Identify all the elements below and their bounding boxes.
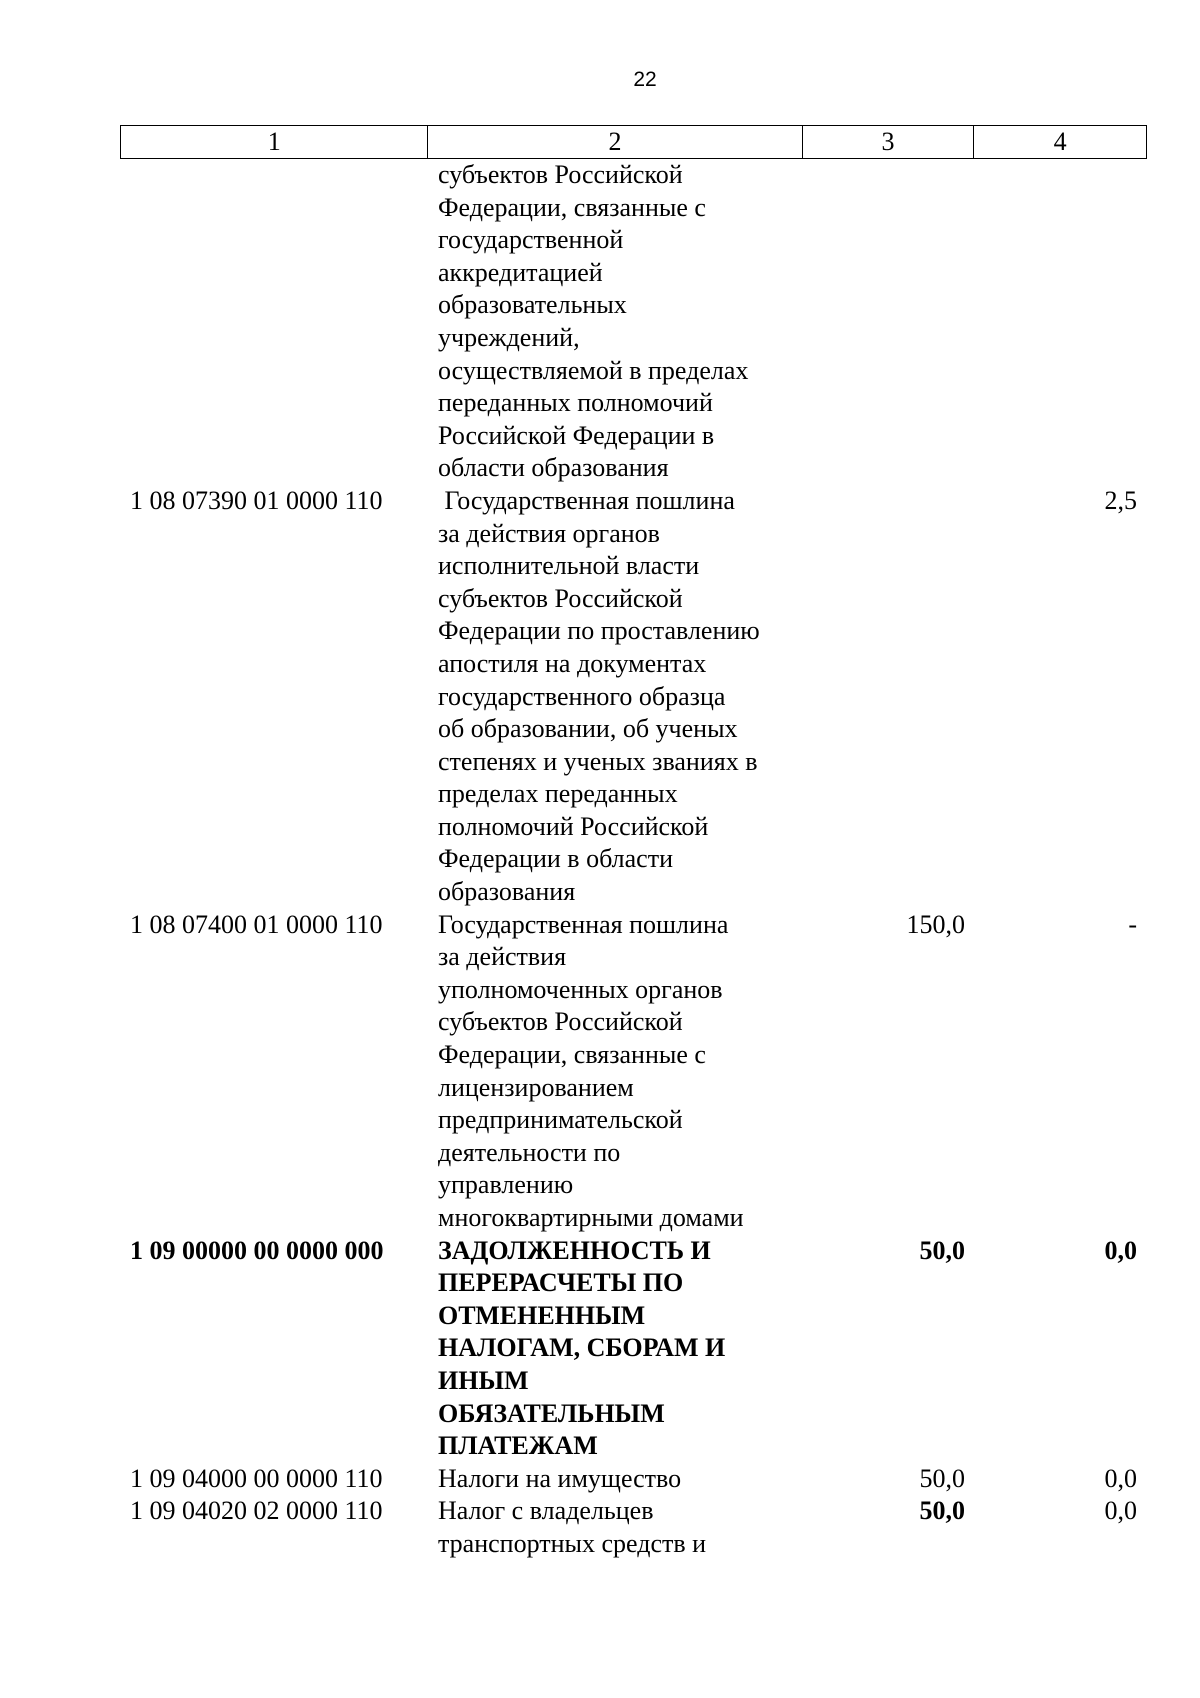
row-code: 1 09 04000 00 0000 110 [130, 1463, 383, 1493]
row-code: 1 09 00000 00 0000 000 [130, 1235, 384, 1265]
table-row [120, 159, 1147, 485]
row-col4-value: 0,0 [1104, 1463, 1137, 1493]
row-code: 1 08 07400 01 0000 110 [130, 909, 383, 939]
table-row [120, 1463, 1147, 1496]
row-col3-value: 150,0 [906, 909, 965, 939]
row-col3-value: 50,0 [919, 1496, 965, 1526]
row-code: 1 09 04020 02 0000 110 [130, 1496, 383, 1526]
table-header-row [120, 125, 1147, 159]
table-row-section-heading [120, 1235, 1147, 1463]
table-row [120, 485, 1147, 909]
header-col-2: 2 [428, 126, 802, 158]
row-name: Государственная пошлина за действия органов исполнительной власти субъектов Российской Федерации по проставлению апостиля на документах государственного образца об образовании, об ученых степенях и ученых званиях в пределах переданных полномочий Российской Федерации в области образования [438, 485, 760, 907]
table-row [120, 909, 1147, 1235]
table-body [120, 159, 1147, 1561]
row-col4-value: 0,0 [1104, 1235, 1137, 1265]
row-col4-value: 0,0 [1104, 1496, 1137, 1526]
budget-table [120, 125, 1147, 1561]
row-col3-value [803, 485, 975, 909]
row-col4-value: 2,5 [1104, 485, 1137, 515]
row-col3-value: 50,0 [919, 1235, 965, 1265]
row-name: Налоги на имущество [438, 1463, 682, 1493]
header-col-1: 1 [121, 126, 428, 158]
row-col4-value [975, 159, 1147, 485]
row-col3-value [803, 159, 975, 485]
header-col-3: 3 [803, 126, 975, 158]
row-col4-value: - [1128, 909, 1137, 939]
row-code [120, 159, 428, 485]
row-name: Государственная пошлина за действия уполномоченных органов субъектов Российской Федерации, связанные с лицензированием предпринимательской деятельности по управлению многоквартирными домами [438, 909, 744, 1232]
page-number: 22 [633, 68, 657, 91]
row-name: Налог с владельцев транспортных средств и [438, 1496, 707, 1558]
row-code: 1 08 07390 01 0000 110 [130, 485, 383, 515]
row-name: ЗАДОЛЖЕННОСТЬ И ПЕРЕРАСЧЕТЫ ПО ОТМЕНЕННЫМ НАЛОГАМ, СБОРАМ И ИНЫМ ОБЯЗАТЕЛЬНЫМ ПЛАТЕЖАМ [438, 1235, 726, 1461]
header-col-4: 4 [1053, 127, 1067, 156]
row-col3-value: 50,0 [919, 1463, 965, 1493]
row-name: субъектов Российской Федерации, связанные с государственной аккредитацией образовательных учреждений, осуществляемой в пределах переданных полномочий Российской Федерации в области образования [438, 160, 749, 483]
table-row [120, 1495, 1147, 1560]
